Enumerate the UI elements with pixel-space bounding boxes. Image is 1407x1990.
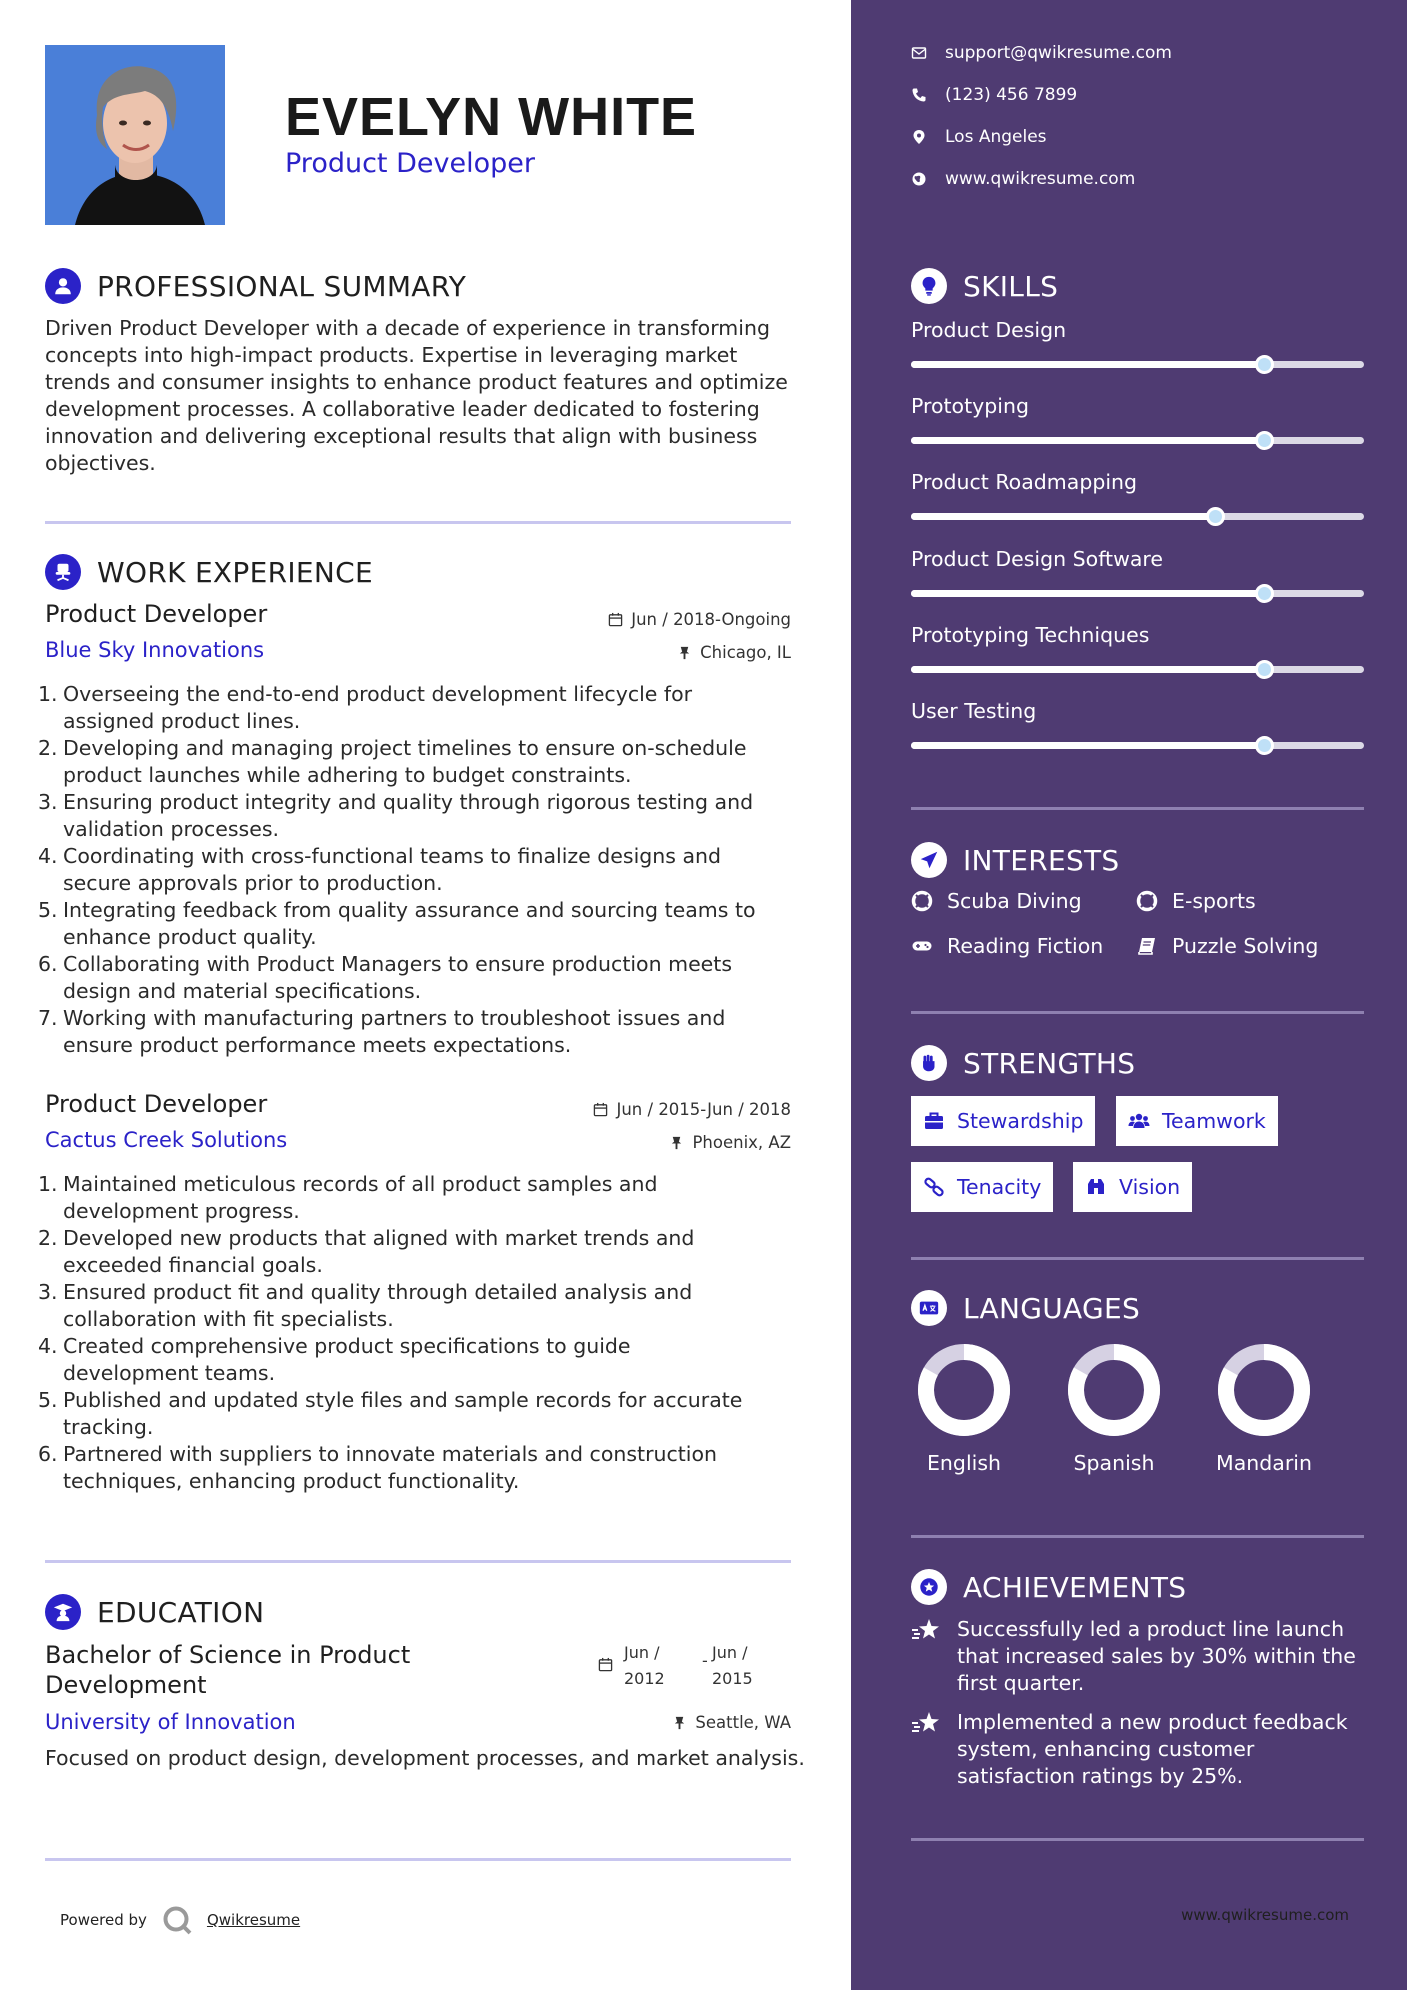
- bullet-item: [38, 1279, 798, 1333]
- achievement-line: that increased sales by 30% within the: [957, 1644, 1356, 1668]
- bullet-text: [63, 1441, 717, 1495]
- interest-item: [911, 934, 1103, 958]
- bullet-line: techniques, enhancing product functionality.: [63, 1469, 520, 1493]
- edu-start-date: [624, 1640, 665, 1692]
- bullet-item: [38, 1225, 798, 1279]
- bullet-line: tracking.: [63, 1415, 154, 1439]
- skill-bar-knob: [1255, 584, 1274, 603]
- contact-location: [911, 127, 1047, 147]
- qwikresume-logo-icon: [161, 1904, 193, 1936]
- skill-name: Prototyping: [911, 394, 1029, 419]
- bullet-text: [63, 843, 721, 897]
- bullet-number: 5.: [38, 1388, 58, 1412]
- job-date-text: Jun / 2018-Ongoing: [631, 610, 791, 629]
- interest-label: E-sports: [1172, 889, 1256, 913]
- map-marker-icon: [911, 129, 927, 145]
- job-title: Product Developer: [45, 1090, 268, 1118]
- language-name: Mandarin: [1216, 1451, 1312, 1475]
- section-divider: [911, 1257, 1364, 1260]
- bullet-item: [38, 843, 798, 897]
- interest-label: Scuba Diving: [947, 889, 1082, 913]
- bullet-line: design and material specifications.: [63, 979, 422, 1003]
- candidate-role: Product Developer: [285, 148, 535, 179]
- section-divider: [911, 1838, 1364, 1841]
- skill-bar-knob: [1255, 355, 1274, 374]
- strength-label: Vision: [1119, 1175, 1181, 1199]
- bullet-number: 2.: [38, 736, 58, 760]
- bullet-line: product launches while adhering to budget constraints.: [63, 763, 632, 787]
- profile-photo: [45, 45, 225, 225]
- achievement-line: Successfully led a product line launch: [957, 1617, 1345, 1641]
- gamepad-icon: [911, 935, 933, 957]
- edu-start-year: 2012: [624, 1669, 665, 1688]
- skill-bar: [911, 437, 1364, 444]
- skill-bar: [911, 742, 1364, 749]
- language-item: [1209, 1343, 1319, 1475]
- skill-bar-knob: [1206, 507, 1225, 526]
- qwikresume-link[interactable]: Qwikresume: [206, 1911, 301, 1929]
- contact-phone-text: (123) 456 7899: [945, 85, 1078, 105]
- bullet-text: [63, 1333, 631, 1387]
- bullet-line: Ensuring product integrity and quality through rigorous testing and: [63, 790, 754, 814]
- bullet-line: Overseeing the end-to-end product development lifecycle for: [63, 682, 693, 706]
- edu-end-month: Jun /: [712, 1643, 748, 1662]
- interest-item: [1136, 889, 1256, 913]
- job-location-text: Chicago, IL: [700, 643, 791, 662]
- achievement-item: [911, 1709, 1371, 1790]
- job-bullets: [38, 1171, 798, 1495]
- bullet-number: 1.: [38, 682, 58, 706]
- bullet-item: [38, 1005, 798, 1059]
- bullet-number: 4.: [38, 844, 58, 868]
- globe-icon: [911, 171, 927, 187]
- bullet-item: [38, 735, 798, 789]
- strength-tag: [1116, 1096, 1278, 1146]
- bullet-number: 5.: [38, 898, 58, 922]
- contact-website-text[interactable]: www.qwikresume.com: [945, 169, 1136, 189]
- interest-item: [911, 889, 1082, 913]
- education-title: EDUCATION: [97, 1595, 265, 1629]
- achievement-line: first quarter.: [957, 1671, 1085, 1695]
- contact-email-text[interactable]: support@qwikresume.com: [945, 43, 1172, 63]
- powered-by-label: Powered by: [60, 1911, 147, 1929]
- bullet-text: [63, 897, 756, 951]
- bullet-number: 1.: [38, 1172, 58, 1196]
- interest-label: Reading Fiction: [947, 934, 1104, 958]
- skill-bar-fill: [911, 361, 1264, 368]
- job-date: [608, 610, 791, 629]
- skills-heading: [911, 266, 1058, 306]
- bullet-line: Working with manufacturing partners to troubleshoot issues and: [63, 1006, 726, 1030]
- bullet-item: [38, 789, 798, 843]
- bullet-line: enhance product quality.: [63, 925, 317, 949]
- skill-name: Prototyping Techniques: [911, 622, 1150, 647]
- experience-title: WORK EXPERIENCE: [97, 555, 373, 589]
- skill-bar-fill: [911, 590, 1264, 597]
- bullet-number: 3.: [38, 790, 58, 814]
- office-chair-icon: [45, 554, 81, 590]
- job-date-text: Jun / 2015-Jun / 2018: [616, 1100, 791, 1119]
- graduate-icon: [45, 1594, 81, 1630]
- bullet-line: Integrating feedback from quality assurance and sourcing teams to: [63, 898, 756, 922]
- bullet-text: [63, 1171, 657, 1225]
- edu-end-year: 2015: [712, 1669, 753, 1688]
- job-company: Cactus Creek Solutions: [45, 1128, 288, 1152]
- bullet-text: [63, 1387, 742, 1441]
- interest-item: [1136, 934, 1318, 958]
- section-divider: [911, 1011, 1364, 1014]
- bullet-item: [38, 681, 798, 735]
- job-location-text: Phoenix, AZ: [692, 1133, 791, 1152]
- bullet-line: Coordinating with cross-functional teams to finalize designs and: [63, 844, 722, 868]
- section-divider: [911, 1535, 1364, 1538]
- strength-label: Teamwork: [1162, 1109, 1266, 1133]
- calendar-icon: [598, 1657, 613, 1676]
- edu-start-month: Jun /: [624, 1643, 660, 1662]
- users-icon: [1128, 1110, 1150, 1132]
- bullet-text: [63, 1279, 692, 1333]
- strength-label: Stewardship: [957, 1109, 1084, 1133]
- skill-bar-knob: [1255, 736, 1274, 755]
- bullet-line: Maintained meticulous records of all product samples and: [63, 1172, 658, 1196]
- achievement-line: satisfaction ratings by 25%.: [957, 1764, 1244, 1788]
- envelope-icon: [911, 45, 927, 61]
- achievement-line: Implemented a new product feedback: [957, 1710, 1348, 1734]
- bullet-line: secure approvals prior to production.: [63, 871, 443, 895]
- pin-icon: [672, 1715, 687, 1730]
- language-item: [909, 1343, 1019, 1475]
- job-bullets: [38, 681, 798, 1059]
- bullet-line: collaboration with fit specialists.: [63, 1307, 394, 1331]
- skill-name: User Testing: [911, 699, 1037, 723]
- summary-title: PROFESSIONAL SUMMARY: [97, 269, 467, 303]
- language-icon: [911, 1290, 947, 1326]
- skill-bar: [911, 666, 1364, 673]
- achievement-line: system, enhancing customer: [957, 1737, 1255, 1761]
- strength-tag: [1073, 1162, 1192, 1212]
- language-ring: [1217, 1343, 1311, 1437]
- bullet-number: 4.: [38, 1334, 58, 1358]
- bullet-line: assigned product lines.: [63, 709, 301, 733]
- strengths-title: STRENGTHS: [963, 1046, 1136, 1080]
- bullet-line: development progress.: [63, 1199, 300, 1223]
- skill-bar-fill: [911, 742, 1264, 749]
- job-location: [669, 1133, 791, 1152]
- lightbulb-icon: [911, 268, 947, 304]
- star-icon: [911, 1618, 941, 1644]
- pin-icon: [669, 1135, 684, 1150]
- section-divider: [45, 1858, 791, 1861]
- interests-title: INTERESTS: [963, 843, 1120, 877]
- bullet-line: development teams.: [63, 1361, 276, 1385]
- book-icon: [1136, 935, 1158, 957]
- summary-heading: [45, 266, 466, 306]
- bullet-line: Developing and managing project timelines to ensure on-schedule: [63, 736, 747, 760]
- school-name: University of Innovation: [45, 1710, 296, 1734]
- achievements-title: ACHIEVEMENTS: [963, 1570, 1187, 1604]
- edu-end-date: [712, 1640, 753, 1692]
- job-title: Product Developer: [45, 600, 268, 628]
- bullet-line: exceeded financial goals.: [63, 1253, 323, 1277]
- phone-icon: [911, 87, 927, 103]
- skill-name: Product Design: [911, 318, 1067, 342]
- skills-title: SKILLS: [963, 269, 1059, 303]
- job-date: [593, 1100, 791, 1119]
- star-badge-icon: [911, 1569, 947, 1605]
- section-divider: [45, 521, 791, 524]
- lifebuoy-icon: [1136, 890, 1158, 912]
- bullet-text: [63, 735, 746, 789]
- contact-website: [911, 169, 1135, 189]
- sidebar: [851, 0, 1407, 1990]
- paper-plane-icon: [911, 842, 947, 878]
- job-company: Blue Sky Innovations: [45, 638, 265, 662]
- language-ring: [1067, 1343, 1161, 1437]
- bullet-item: [38, 1387, 798, 1441]
- bullet-number: 3.: [38, 1280, 58, 1304]
- bullet-item: [38, 951, 798, 1005]
- bullet-text: [63, 1005, 725, 1059]
- edu-date-dash: -: [702, 1651, 708, 1670]
- edu-location-text: Seattle, WA: [695, 1713, 791, 1732]
- bullet-line: Ensured product fit and quality through detailed analysis and: [63, 1280, 693, 1304]
- bullet-line: Created comprehensive product specifications to guide: [63, 1334, 631, 1358]
- briefcase-icon: [923, 1110, 945, 1132]
- bullet-line: Collaborating with Product Managers to ensure production meets: [63, 952, 733, 976]
- skill-bar: [911, 361, 1364, 368]
- languages-title: LANGUAGES: [963, 1291, 1141, 1325]
- calendar-icon: [593, 1102, 608, 1117]
- bullet-line: validation processes.: [63, 817, 280, 841]
- skill-name: Product Design Software: [911, 546, 1164, 571]
- contact-email: [911, 43, 1172, 63]
- interests-heading: [911, 840, 1120, 880]
- skill-bar: [911, 513, 1364, 520]
- contact-phone: [911, 85, 1077, 105]
- bullet-line: ensure product performance meets expectations.: [63, 1033, 572, 1057]
- bullet-number: 2.: [38, 1226, 58, 1250]
- section-divider: [911, 807, 1364, 810]
- interest-label: Puzzle Solving: [1172, 934, 1319, 958]
- strength-tag: [911, 1162, 1053, 1212]
- candidate-name: EVELYN WHITE: [285, 87, 698, 147]
- user-icon: [45, 268, 81, 304]
- skill-bar-knob: [1255, 431, 1274, 450]
- skill-bar-fill: [911, 666, 1264, 673]
- edu-description: Focused on product design, development processes, and market analysis.: [45, 1746, 805, 1770]
- binoculars-icon: [1085, 1176, 1107, 1198]
- bullet-line: Developed new products that aligned with market trends and: [63, 1226, 695, 1250]
- skill-bar-fill: [911, 437, 1264, 444]
- language-name: English: [926, 1451, 1002, 1475]
- job-location: [677, 643, 791, 662]
- contact-location-text: Los Angeles: [945, 127, 1047, 147]
- fist-icon: [911, 1045, 947, 1081]
- bullet-number: 7.: [38, 1006, 58, 1030]
- skill-bar-fill: [911, 513, 1215, 520]
- strength-tag: [911, 1096, 1095, 1146]
- achievement-item: [911, 1616, 1371, 1697]
- education-heading: [45, 1592, 264, 1632]
- language-name: Spanish: [1073, 1451, 1155, 1475]
- language-item: [1059, 1343, 1169, 1475]
- bullet-text: [63, 681, 692, 735]
- section-divider: [45, 1560, 791, 1563]
- bullet-item: [38, 897, 798, 951]
- bullet-item: [38, 1333, 798, 1387]
- strengths-heading: [911, 1043, 1135, 1083]
- achievements-heading: [911, 1567, 1186, 1607]
- skill-bar: [911, 590, 1364, 597]
- footer-website[interactable]: www.qwikresume.com: [1181, 1906, 1349, 1924]
- calendar-icon: [608, 612, 623, 627]
- bullet-number: 6.: [38, 1442, 58, 1466]
- edu-location: [672, 1713, 791, 1732]
- degree-line-1: Bachelor of Science in Product: [45, 1641, 411, 1669]
- skill-name: Product Roadmapping: [911, 470, 1138, 495]
- bullet-text: [63, 789, 753, 843]
- degree-line-2: Development: [45, 1671, 207, 1699]
- bullet-line: Partnered with suppliers to innovate materials and construction: [63, 1442, 718, 1466]
- bullet-item: [38, 1441, 798, 1495]
- pin-icon: [677, 645, 692, 660]
- skill-bar-knob: [1255, 660, 1274, 679]
- link-icon: [923, 1176, 945, 1198]
- bullet-line: Published and updated style files and sample records for accurate: [63, 1388, 743, 1412]
- lifebuoy-icon: [911, 890, 933, 912]
- languages-heading: [911, 1288, 1140, 1328]
- strength-label: Tenacity: [957, 1175, 1042, 1199]
- star-icon: [911, 1711, 941, 1737]
- powered-by: [60, 1904, 300, 1936]
- bullet-number: 6.: [38, 952, 58, 976]
- summary-text: Driven Product Developer with a decade of experience in transforming concepts into high-impact products. Expertise in leveraging market trends and consumer insights to enhance product features and optimize development processes. A collaborative leader dedicated to fostering innovation and delivering exceptional results that align with business objectives.: [45, 316, 788, 475]
- bullet-text: [63, 951, 732, 1005]
- bullet-item: [38, 1171, 798, 1225]
- experience-heading: [45, 552, 373, 592]
- bullet-text: [63, 1225, 694, 1279]
- language-ring: [917, 1343, 1011, 1437]
